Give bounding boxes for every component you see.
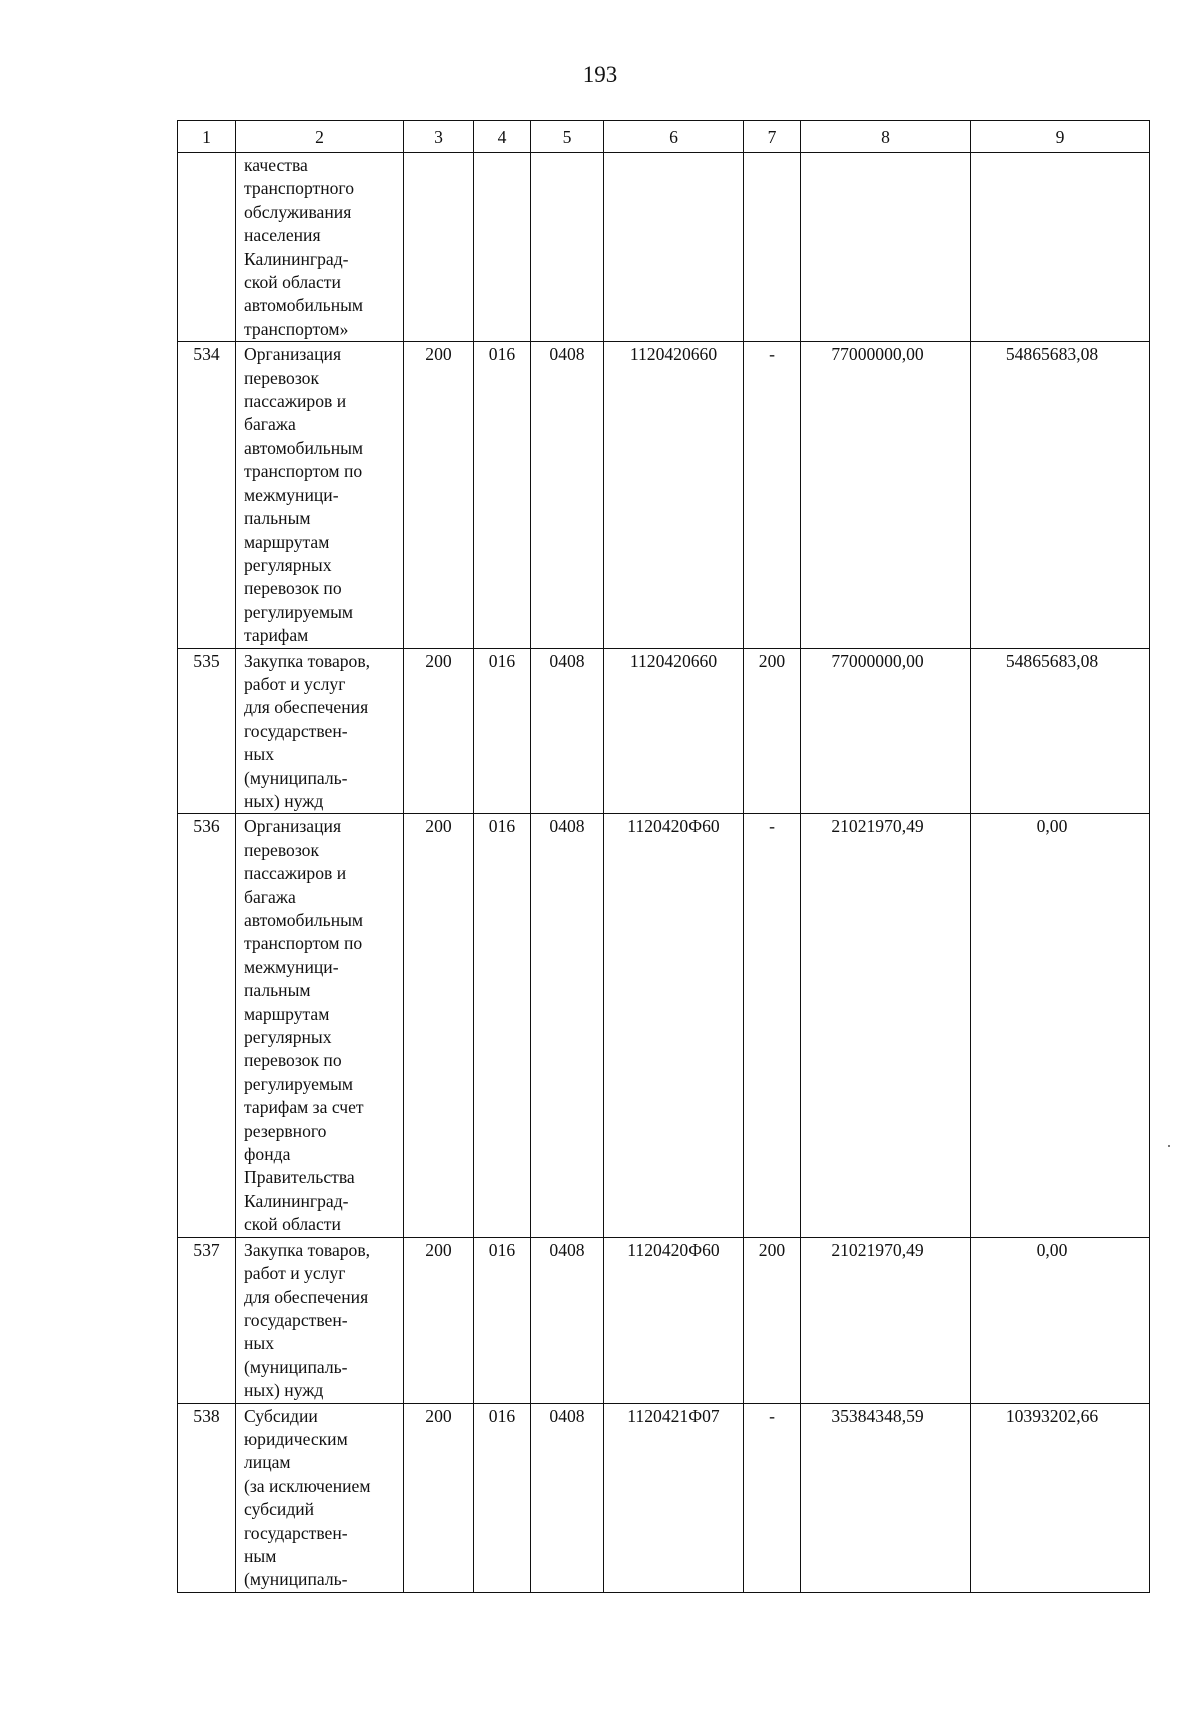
description-line: перевозок по <box>244 578 342 599</box>
description-line: для обеспечения <box>244 697 369 718</box>
column-7-value: - <box>744 1403 801 1592</box>
description-line: багажа <box>244 414 296 435</box>
column-8-value: 77000000,00 <box>801 648 971 814</box>
description-line: ской области <box>244 1214 341 1235</box>
description-line: ных) нужд <box>244 790 324 811</box>
column-header: 4 <box>474 121 531 153</box>
column-4-value: 016 <box>474 814 531 1237</box>
description-line: Калининград- <box>244 1190 349 1211</box>
description-line: перевозок <box>244 839 320 860</box>
table-row <box>178 1237 1150 1403</box>
column-7-value: - <box>744 814 801 1237</box>
column-header: 1 <box>178 121 236 153</box>
column-6-value: 1120420660 <box>604 342 744 648</box>
column-5-value <box>531 153 604 342</box>
description-line: транспортом по <box>244 461 363 482</box>
column-5-value: 0408 <box>531 814 604 1237</box>
column-9-value: 54865683,08 <box>971 342 1150 648</box>
description-line: фонда <box>244 1144 291 1165</box>
column-3-value: 200 <box>404 814 474 1237</box>
table-row <box>178 153 1150 342</box>
description-line: ных) нужд <box>244 1380 324 1401</box>
column-6-value: 1120420Ф60 <box>604 1237 744 1403</box>
column-header: 3 <box>404 121 474 153</box>
row-number: 537 <box>178 1237 236 1403</box>
description-line: ской области <box>244 272 341 293</box>
column-7-value <box>744 153 801 342</box>
description-line: (за исключением <box>244 1475 371 1496</box>
description-line: юридическим <box>244 1428 348 1449</box>
description-line: (муниципаль- <box>244 767 348 788</box>
column-5-value: 0408 <box>531 342 604 648</box>
description-line: перевозок <box>244 367 320 388</box>
column-4-value: 016 <box>474 342 531 648</box>
row-number: 534 <box>178 342 236 648</box>
description-line: ных <box>244 1333 275 1354</box>
column-header: 2 <box>236 121 404 153</box>
column-header: 7 <box>744 121 801 153</box>
description-line: регулируемым <box>244 601 354 622</box>
description-line: автомобильным <box>244 910 364 930</box>
description-line: Закупка товаров, <box>244 650 371 671</box>
column-5-value: 0408 <box>531 648 604 814</box>
description-line: Калининград- <box>244 248 349 269</box>
description-line: (муниципаль- <box>244 1356 348 1377</box>
description-line: обслуживания <box>244 201 352 222</box>
description-line: Правительства <box>244 1167 355 1188</box>
column-3-value <box>404 153 474 342</box>
column-3-value: 200 <box>404 342 474 648</box>
column-header: 8 <box>801 121 971 153</box>
description-line: работ и услуг <box>244 1263 346 1284</box>
description-line: регулярных <box>244 554 332 575</box>
description-line: ных <box>244 744 275 765</box>
row-number <box>178 153 236 342</box>
column-4-value: 016 <box>474 648 531 814</box>
row-description <box>236 648 404 814</box>
row-number: 535 <box>178 648 236 814</box>
row-description <box>236 153 404 342</box>
budget-table <box>177 120 1150 1593</box>
column-5-value: 0408 <box>531 1237 604 1403</box>
description-line: автомобильным <box>244 437 364 458</box>
column-9-value: 10393202,66 <box>971 1403 1150 1592</box>
column-8-value <box>801 153 971 342</box>
column-5-value: 0408 <box>531 1403 604 1592</box>
description-line: пальным <box>244 980 311 1001</box>
table-row <box>178 814 1150 1237</box>
column-9-value: 0,00 <box>971 814 1150 1237</box>
column-8-value: 21021970,49 <box>801 814 971 1237</box>
description-line: Организация <box>244 344 342 365</box>
row-number: 538 <box>178 1403 236 1592</box>
description-line: для обеспечения <box>244 1286 369 1307</box>
description-line: пальным <box>244 508 311 529</box>
column-3-value: 200 <box>404 1237 474 1403</box>
column-9-value: 54865683,08 <box>971 648 1150 814</box>
description-line: Закупка товаров, <box>244 1239 371 1260</box>
row-description <box>236 1237 404 1403</box>
description-line: Субсидии <box>244 1405 318 1426</box>
description-line: государствен- <box>244 720 348 741</box>
description-line: транспортом по <box>244 933 363 954</box>
column-6-value: 1120421Ф07 <box>604 1403 744 1592</box>
column-4-value: 016 <box>474 1403 531 1592</box>
description-line: межмуници- <box>244 484 339 505</box>
column-8-value: 21021970,49 <box>801 1237 971 1403</box>
scan-speck <box>1168 1145 1170 1147</box>
column-6-value: 1120420Ф60 <box>604 814 744 1237</box>
description-line: (муниципаль- <box>244 1569 348 1590</box>
description-line: тарифам <box>244 625 309 646</box>
description-line: транспортного <box>244 178 354 199</box>
description-line: ным <box>244 1545 277 1566</box>
table-row <box>178 648 1150 814</box>
column-header: 5 <box>531 121 604 153</box>
description-line: транспортом» <box>244 318 349 339</box>
column-7-value: 200 <box>744 648 801 814</box>
description-line: маршрутам <box>244 1003 330 1024</box>
description-line: тарифам за счет <box>244 1097 364 1118</box>
table-header-row <box>178 121 1150 153</box>
description-line: субсидий <box>244 1499 315 1520</box>
row-number: 536 <box>178 814 236 1237</box>
column-8-value: 35384348,59 <box>801 1403 971 1592</box>
column-7-value: - <box>744 342 801 648</box>
page-number: 193 <box>582 62 618 87</box>
column-6-value: 1120420660 <box>604 648 744 814</box>
column-7-value: 200 <box>744 1237 801 1403</box>
description-line: межмуници- <box>244 956 339 977</box>
description-line: маршрутам <box>244 531 330 552</box>
table-row <box>178 1403 1150 1592</box>
column-8-value: 77000000,00 <box>801 342 971 648</box>
description-line: Организация <box>244 816 342 837</box>
description-line: багажа <box>244 886 296 907</box>
description-line: регулируемым <box>244 1073 354 1094</box>
column-4-value: 016 <box>474 1237 531 1403</box>
column-header: 9 <box>971 121 1150 153</box>
description-line: работ и услуг <box>244 673 346 694</box>
description-line: качества <box>244 155 308 175</box>
description-line: пассажиров и <box>244 863 347 884</box>
column-9-value <box>971 153 1150 342</box>
row-description <box>236 814 404 1237</box>
description-line: автомобильным <box>244 295 364 316</box>
description-line: регулярных <box>244 1027 332 1048</box>
description-line: резервного <box>244 1120 327 1141</box>
description-line: лицам <box>244 1452 291 1473</box>
row-description <box>236 1403 404 1592</box>
column-3-value: 200 <box>404 648 474 814</box>
column-9-value: 0,00 <box>971 1237 1150 1403</box>
description-line: государствен- <box>244 1309 348 1330</box>
column-6-value <box>604 153 744 342</box>
column-4-value <box>474 153 531 342</box>
description-line: перевозок по <box>244 1050 342 1071</box>
description-line: населения <box>244 225 321 246</box>
column-header: 6 <box>604 121 744 153</box>
table-row <box>178 342 1150 648</box>
description-line: пассажиров и <box>244 391 347 412</box>
row-description <box>236 342 404 648</box>
column-3-value: 200 <box>404 1403 474 1592</box>
description-line: государствен- <box>244 1522 348 1543</box>
